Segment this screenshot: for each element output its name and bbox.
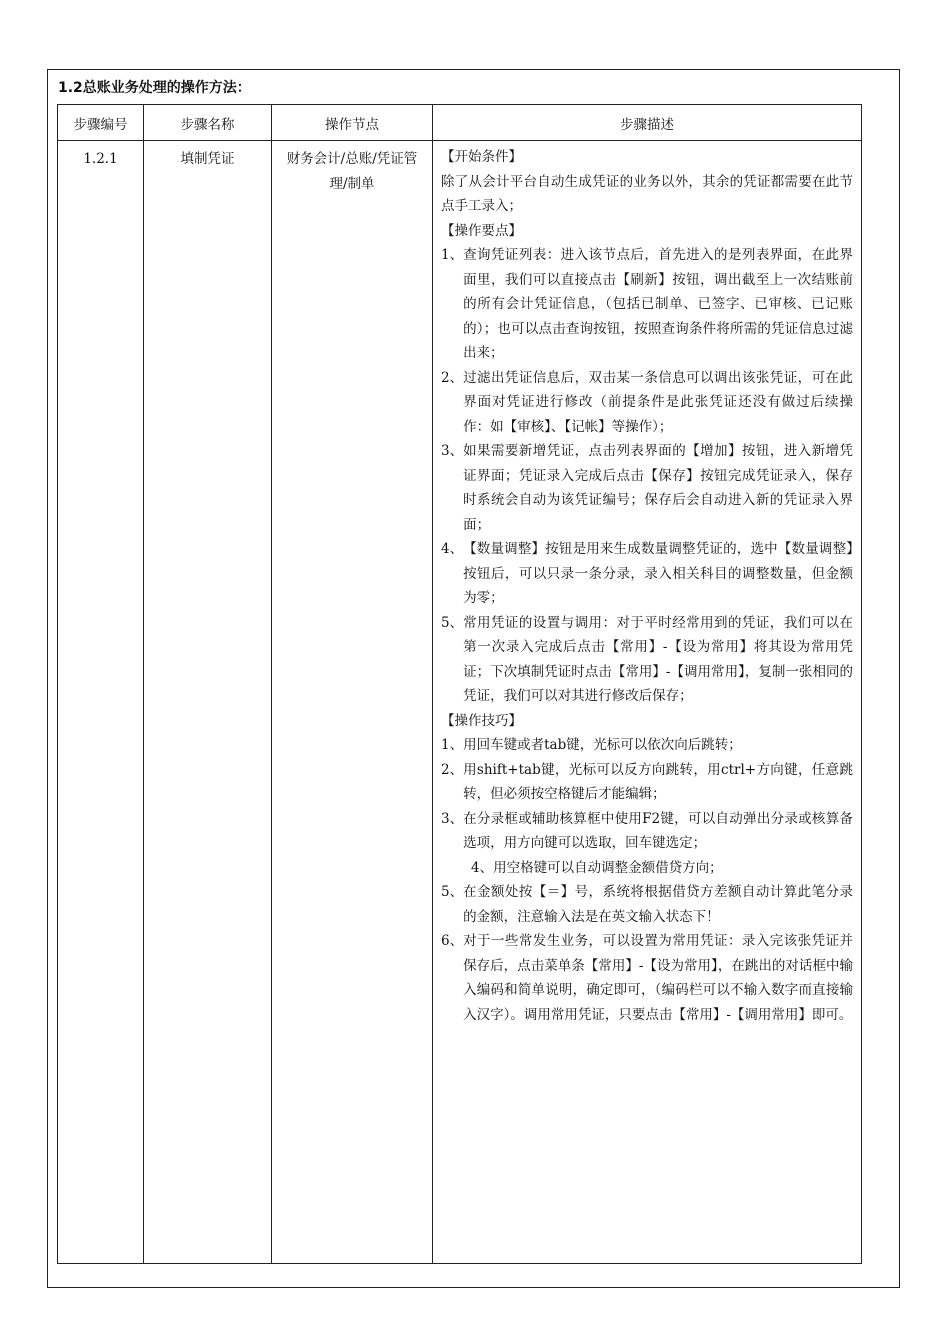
cell-step-no: 1.2.1 bbox=[58, 141, 144, 1264]
item-number: 5、 bbox=[441, 614, 464, 631]
item-number: 2、 bbox=[441, 761, 464, 778]
start-condition-title: 【开始条件】 bbox=[441, 149, 522, 165]
item-text: 查询凭证列表：进入该节点后，首先进入的是列表界面，在此界面里，我们可以直接点击【刷新】按钮，调出截至上一次结账前的所有会计凭证信息，（包括已制单、已签字、已审核、已记账的）；也可以点击查询按钮，按照查询条件将所需的凭证信息过滤出来； bbox=[463, 247, 853, 361]
item-text: 在金额处按【＝】号，系统将根据借贷方差额自动计算此笔分录的金额，注意输入法是在英文输入状态下！ bbox=[463, 884, 853, 925]
list-item bbox=[441, 856, 853, 881]
item-number: 1、 bbox=[441, 247, 464, 263]
item-number: 3、 bbox=[441, 443, 464, 459]
item-text: 过滤出凭证信息后，双击某一条信息可以调出该张凭证，可在此界面对凭证进行修改（前提条件是此张凭证还没有做过后续操作：如【审核】、【记帐】等操作）； bbox=[463, 369, 853, 435]
cell-node: 财务会计/总账/凭证管理/制单 bbox=[272, 141, 433, 1264]
item-number: 4、 bbox=[441, 541, 464, 557]
list-item bbox=[441, 366, 853, 440]
item-number: 2、 bbox=[441, 369, 464, 386]
start-condition-text: 除了从会计平台自动生成凭证的业务以外，其余的凭证都需要在此节点手工录入； bbox=[441, 173, 853, 214]
cell-step-name: 填制凭证 bbox=[144, 141, 272, 1264]
item-text: 用回车键或者tab键，光标可以依次向后跳转； bbox=[463, 737, 742, 753]
item-number: 6、 bbox=[441, 933, 464, 949]
item-text: 常用凭证的设置与调用：对于平时经常用到的凭证，我们可以在第一次录入完成后点击【常用】-【设为常用】将其设为常用凭证；下次填制凭证时点击【常用】-【调用常用】，复制一张相同的凭证，我们可以对其进行修改后保存； bbox=[463, 614, 853, 704]
list-item bbox=[441, 537, 853, 611]
tips-title: 【操作技巧】 bbox=[441, 712, 522, 729]
list-item bbox=[441, 439, 853, 537]
item-number: 5、 bbox=[441, 884, 464, 900]
operation-table bbox=[57, 104, 862, 1264]
list-item bbox=[441, 758, 853, 807]
key-points-title: 【操作要点】 bbox=[441, 222, 522, 239]
list-item bbox=[441, 929, 853, 1027]
list-item bbox=[441, 733, 853, 758]
list-item bbox=[441, 880, 853, 929]
header-step-no: 步骤编号 bbox=[58, 105, 144, 141]
item-text: 在分录框或辅助核算框中使用F2键，可以自动弹出分录或核算备选项，用方向键可以选取，回车键选定； bbox=[463, 810, 853, 851]
list-item bbox=[441, 611, 853, 709]
table-row bbox=[58, 141, 862, 1264]
section-title: 1.2总账业务处理的操作方法： bbox=[58, 80, 251, 96]
header-node: 操作节点 bbox=[272, 105, 433, 141]
list-item bbox=[441, 807, 853, 856]
item-text: 对于一些常发生业务，可以设置为常用凭证：录入完该张凭证并保存后，点击菜单条【常用】-【设为常用】，在跳出的对话框中输入编码和简单说明，确定即可，（编码栏可以不输入数字而直接输入汉字）。调用常用凭证，只要点击【常用】-【调用常用】即可。 bbox=[463, 933, 853, 1023]
item-number: 3、 bbox=[441, 810, 464, 827]
item-text: 如果需要新增凭证，点击列表界面的【增加】按钮，进入新增凭证界面；凭证录入完成后点击【保存】按钮完成凭证录入，保存时系统会自动为该凭证编号；保存后会自动进入新的凭证录入界面； bbox=[463, 443, 853, 533]
item-number: 1、 bbox=[441, 737, 464, 753]
item-text: 用shift+tab键，光标可以反方向跳转，用ctrl+方向键，任意跳转，但必须按空格键后才能编辑； bbox=[463, 761, 853, 802]
header-description: 步骤描述 bbox=[433, 105, 862, 141]
table-header-row bbox=[58, 105, 862, 141]
item-text: 4、用空格键可以自动调整金额借贷方向； bbox=[471, 859, 723, 876]
cell-description bbox=[433, 141, 862, 1264]
list-item bbox=[441, 243, 853, 366]
item-text: 【数量调整】按钮是用来生成数量调整凭证的，选中【数量调整】按钮后，可以只录一条分录，录入相关科目的调整数量，但金额为零； bbox=[463, 541, 853, 606]
header-step-name: 步骤名称 bbox=[144, 105, 272, 141]
document-frame bbox=[47, 69, 900, 1288]
